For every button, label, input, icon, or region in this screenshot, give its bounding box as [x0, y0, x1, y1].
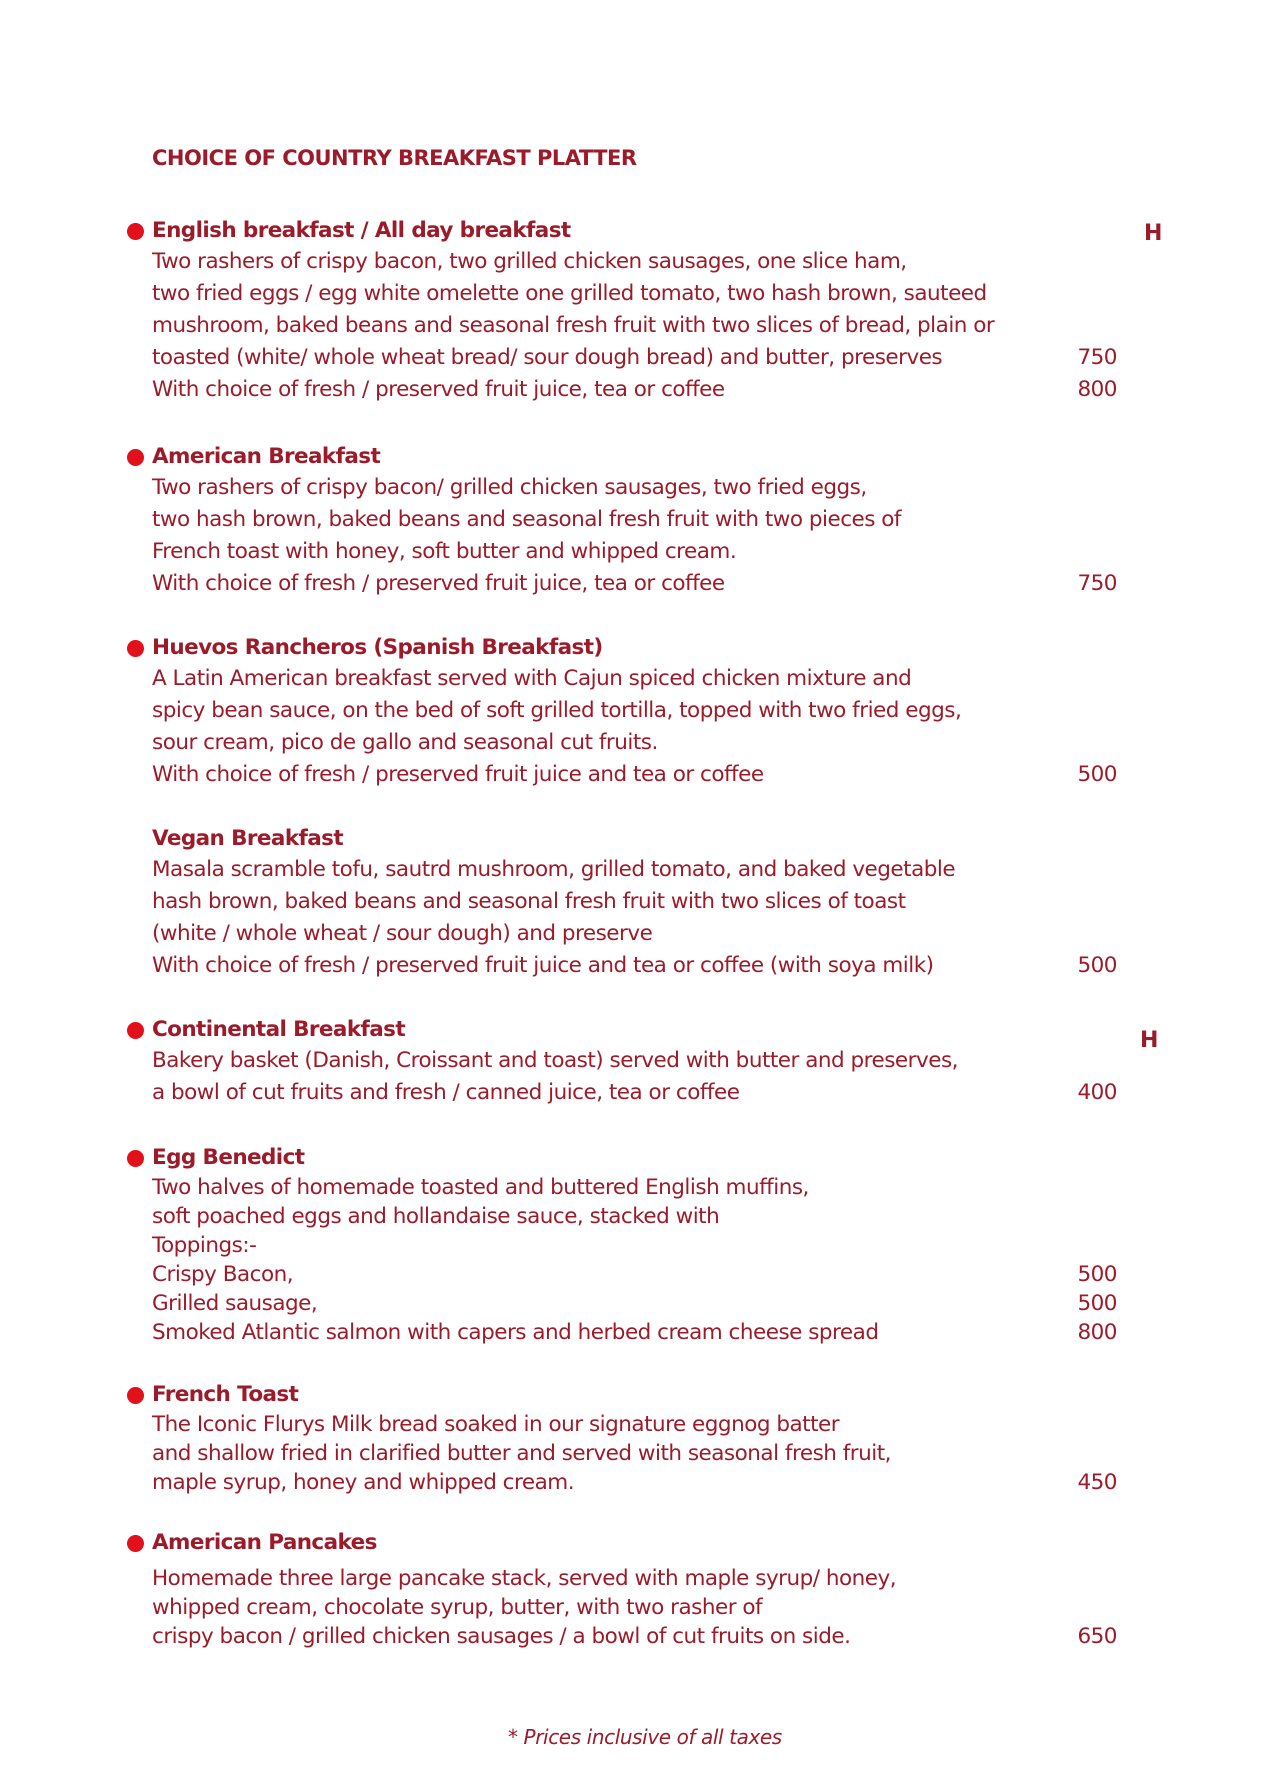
description-text: crispy bacon / grilled chicken sausages / a bowl of cut fruits on side. — [152, 1624, 851, 1649]
price: 500 — [1077, 762, 1117, 787]
bullet-dot-icon — [127, 1535, 144, 1552]
menu-item-description-line — [152, 1202, 1112, 1231]
menu-item-title: Continental Breakfast — [152, 1017, 406, 1042]
price: 800 — [1077, 377, 1117, 402]
description-text: spicy bean sauce, on the bed of soft grilled tortilla, topped with two fried eggs, — [152, 698, 962, 723]
menu-item-title: English breakfast / All day breakfast — [152, 218, 571, 243]
menu-item-description-line — [152, 1564, 1112, 1593]
menu-item-description-line — [152, 246, 1112, 278]
menu-item-title: Vegan Breakfast — [152, 826, 344, 851]
description-text: Homemade three large pancake stack, served with maple syrup/ honey, — [152, 1566, 897, 1591]
price: 800 — [1077, 1320, 1117, 1345]
description-text: toasted (white/ whole wheat bread/ sour dough bread) and butter, preserves — [152, 345, 943, 370]
description-text: With choice of fresh / preserved fruit juice and tea or coffee (with soya milk) — [152, 953, 934, 978]
description-text: French toast with honey, soft butter and whipped cream. — [152, 539, 737, 564]
menu-item-description-line — [152, 918, 1112, 950]
price: 500 — [1077, 953, 1117, 978]
description-text: Two rashers of crispy bacon/ grilled chicken sausages, two fried eggs, — [152, 475, 867, 500]
mark-h-continental: H — [1140, 1028, 1159, 1053]
bullet-dot-icon — [127, 449, 144, 466]
price: 450 — [1077, 1470, 1117, 1495]
menu-item-description-line — [152, 1468, 1117, 1497]
description-text: a bowl of cut fruits and fresh / canned juice, tea or coffee — [152, 1080, 740, 1105]
menu-item-title-row — [152, 1142, 1112, 1173]
price: 500 — [1077, 1262, 1117, 1287]
menu-item-description-line — [152, 374, 1117, 406]
bullet-dot-icon — [127, 1022, 144, 1039]
menu-item-title: French Toast — [152, 1382, 299, 1407]
menu-item-title: Egg Benedict — [152, 1145, 305, 1170]
menu-item-description-line — [152, 472, 1112, 504]
description-text: soft poached eggs and hollandaise sauce, stacked with — [152, 1204, 720, 1229]
menu-item-description-line — [152, 759, 1117, 791]
description-text: With choice of fresh / preserved fruit juice and tea or coffee — [152, 762, 764, 787]
menu-item-description-line — [152, 1045, 1112, 1077]
menu-item-title-row — [152, 823, 1112, 854]
menu-item-description-line — [152, 950, 1117, 982]
price: 500 — [1077, 1291, 1117, 1316]
mark-h-english: H — [1144, 221, 1163, 246]
menu-item-description-line — [152, 1593, 1112, 1622]
menu-item — [152, 1379, 1117, 1497]
menu-item-title: Huevos Rancheros (Spanish Breakfast) — [152, 635, 603, 660]
description-text: With choice of fresh / preserved fruit juice, tea or coffee — [152, 571, 725, 596]
description-text: Masala scramble tofu, sautrd mushroom, grilled tomato, and baked vegetable — [152, 857, 956, 882]
price: 400 — [1077, 1080, 1117, 1105]
menu-item-description-line — [152, 342, 1117, 374]
description-text: Two rashers of crispy bacon, two grilled chicken sausages, one slice ham, — [152, 249, 907, 274]
menu-item — [152, 632, 1117, 791]
bullet-dot-icon — [127, 223, 144, 240]
menu-item-description-line — [152, 1260, 1117, 1289]
menu-item — [152, 823, 1117, 982]
menu-item-title-row — [152, 632, 1112, 663]
description-text: mushroom, baked beans and seasonal fresh fruit with two slices of bread, plain or — [152, 313, 995, 338]
menu-item-title-row — [152, 215, 1112, 246]
menu-item — [152, 441, 1117, 600]
menu-item-title: American Breakfast — [152, 444, 381, 469]
description-text: The Iconic Flurys Milk bread soaked in our signature eggnog batter — [152, 1412, 840, 1437]
menu-item-description-line — [152, 1289, 1117, 1318]
description-text: Smoked Atlantic salmon with capers and herbed cream cheese spread — [152, 1320, 879, 1345]
description-text: two fried eggs / egg white omelette one grilled tomato, two hash brown, sauteed — [152, 281, 987, 306]
menu-item-description-line — [152, 663, 1112, 695]
menu-item-title-row — [152, 1379, 1112, 1410]
description-text: Grilled sausage, — [152, 1291, 318, 1316]
bullet-dot-icon — [127, 1387, 144, 1404]
menu-item-description-line — [152, 278, 1112, 310]
menu-item-description-line — [152, 504, 1112, 536]
description-text: two hash brown, baked beans and seasonal fresh fruit with two pieces of — [152, 507, 901, 532]
menu-item-title-row — [152, 1014, 1112, 1045]
menu-item-description-line — [152, 310, 1112, 342]
menu-item-description-line — [152, 1622, 1117, 1651]
menu-item-title-row — [152, 441, 1112, 472]
menu-item-description-line — [152, 695, 1112, 727]
price: 650 — [1077, 1624, 1117, 1649]
bullet-dot-icon — [127, 640, 144, 657]
price: 750 — [1077, 571, 1117, 596]
menu-item-description-line — [152, 1077, 1117, 1109]
menu-item-description-line — [152, 1318, 1117, 1347]
menu-item-description-line — [152, 568, 1117, 600]
description-text: hash brown, baked beans and seasonal fresh fruit with two slices of toast — [152, 889, 906, 914]
menu-item-description-line — [152, 1173, 1112, 1202]
footnote: * Prices inclusive of all taxes — [508, 1725, 782, 1749]
menu-item-description-line — [152, 886, 1112, 918]
description-text: Toppings:- — [152, 1233, 257, 1258]
menu-item-description-line — [152, 1410, 1112, 1439]
menu-item-description-line — [152, 1231, 1112, 1260]
menu-item-description-line — [152, 854, 1112, 886]
menu-item-description-line — [152, 1439, 1112, 1468]
description-text: maple syrup, honey and whipped cream. — [152, 1470, 575, 1495]
description-text: Two halves of homemade toasted and buttered English muffins, — [152, 1175, 809, 1200]
menu-heading: CHOICE OF COUNTRY BREAKFAST PLATTER — [152, 146, 637, 170]
description-text: Bakery basket (Danish, Croissant and toast) served with butter and preserves, — [152, 1048, 958, 1073]
description-text: A Latin American breakfast served with Cajun spiced chicken mixture and — [152, 666, 912, 691]
price: 750 — [1077, 345, 1117, 370]
description-text: Crispy Bacon, — [152, 1262, 294, 1287]
description-text: With choice of fresh / preserved fruit juice, tea or coffee — [152, 377, 725, 402]
menu-item — [152, 1014, 1117, 1109]
menu-item-title-row — [152, 1527, 1112, 1558]
menu-item-description-line — [152, 536, 1112, 568]
description-text: and shallow fried in clarified butter and served with seasonal fresh fruit, — [152, 1441, 891, 1466]
description-text: (white / whole wheat / sour dough) and preserve — [152, 921, 653, 946]
menu-item — [152, 1527, 1117, 1651]
menu-item — [152, 215, 1117, 406]
description-text: whipped cream, chocolate syrup, butter, with two rasher of — [152, 1595, 763, 1620]
menu-item — [152, 1142, 1117, 1347]
menu-item-title: American Pancakes — [152, 1530, 377, 1555]
bullet-dot-icon — [127, 1150, 144, 1167]
description-text: sour cream, pico de gallo and seasonal cut fruits. — [152, 730, 658, 755]
menu-item-description-line — [152, 727, 1112, 759]
